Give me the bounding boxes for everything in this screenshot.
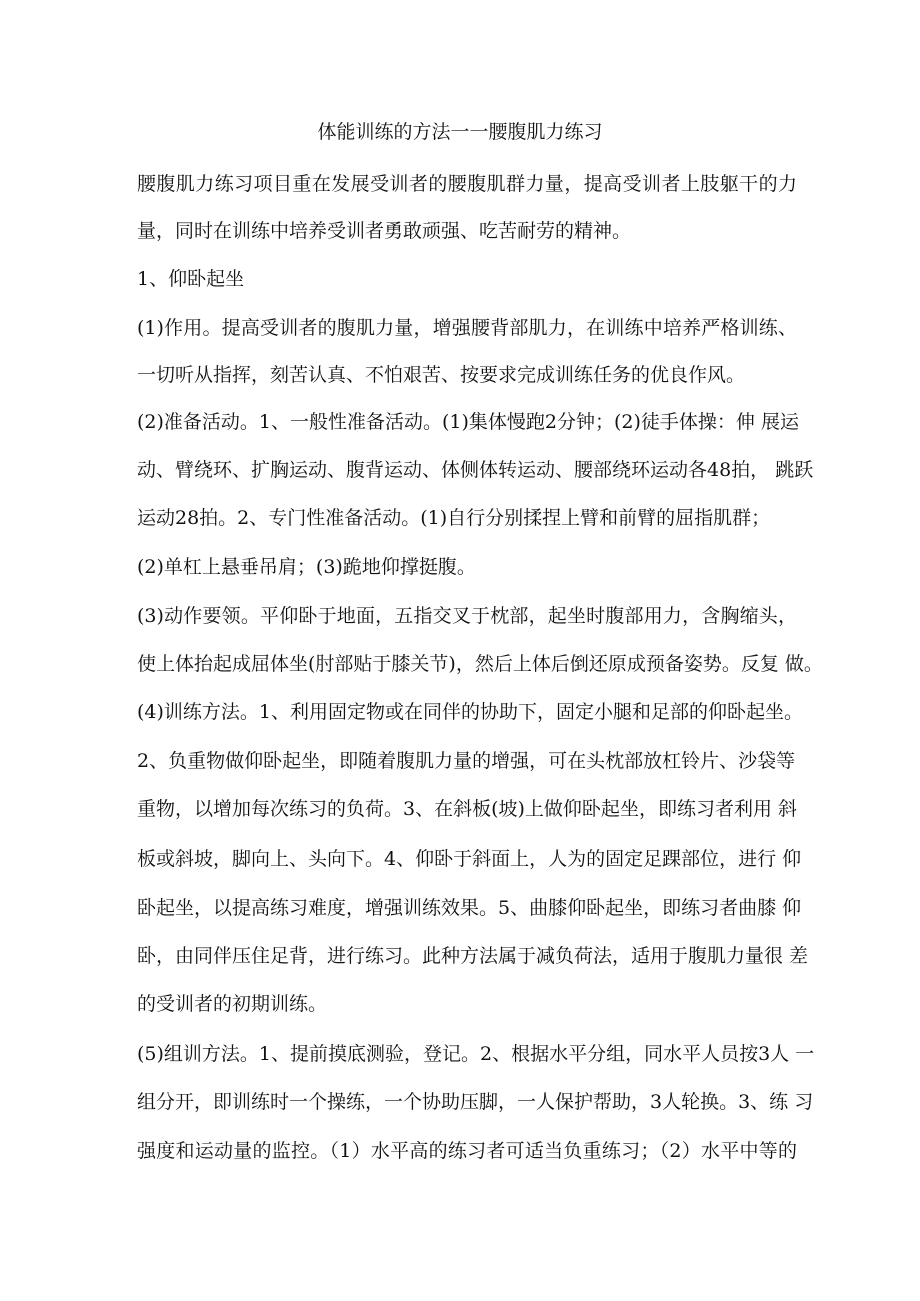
- section-heading: 1、仰卧起坐: [137, 268, 245, 290]
- body-line: (1)作用。提高受训者的腹肌力量，增强腰背部肌力，在训练中培养严格训练、: [137, 317, 797, 339]
- body-line: (5)组训方法。1、提前摸底测验，登记。2、根据水平分组，同水平人员按3人 一: [137, 1043, 815, 1065]
- body-line: 重物，以增加每次练习的负荷。3、在斜板(坡)上做仰卧起坐，即练习者利用 斜: [137, 798, 797, 820]
- body-line: 2、负重物做仰卧起坐，即随着腹肌力量的增强，可在头枕部放杠铃片、沙袋等: [137, 750, 796, 772]
- body-line: 的受训者的初期训练。: [137, 993, 328, 1015]
- body-line: 一切听从指挥，刻苦认真、不怕艰苦、按要求完成训练任务的优良作风。: [137, 364, 746, 386]
- body-line: (2)单杠上悬垂吊肩；(3)跪地仰撑挺腹。: [137, 556, 476, 578]
- document-title: 体能训练的方法一一腰腹肌力练习: [317, 121, 603, 143]
- body-line: (4)训练方法。1、利用固定物或在同伴的协助下，固定小腿和足部的仰卧起坐。: [137, 701, 804, 723]
- body-line: 卧起坐，以提高练习难度，增强训练效果。5、曲膝仰卧起坐，即练习者曲膝 仰: [137, 897, 802, 919]
- body-line: 运动28拍。2、专门性准备活动。(1)自行分别揉捏上臂和前臂的屈指肌群；: [137, 507, 771, 529]
- intro-line: 腰腹肌力练习项目重在发展受训者的腰腹肌群力量，提高受训者上肢躯干的力: [137, 173, 797, 195]
- body-line: 动、臂绕环、扩胸运动、腹背运动、体侧体转运动、腰部绕环运动各48拍， 跳跃: [137, 459, 814, 481]
- body-line: 使上体抬起成屈体坐(肘部贴于膝关节)，然后上体后倒还原成预备姿势。反复 做。: [137, 653, 823, 675]
- body-line: (3)动作要领。平仰卧于地面，五指交叉于枕部，起坐时腹部用力，含胸缩头，: [137, 605, 797, 627]
- body-line: (2)准备活动。1、一般性准备活动。(1)集体慢跑2分钟；(2)徒手体操：伸 展运: [137, 411, 799, 433]
- body-line: 强度和运动量的监控。（1）水平高的练习者可适当负重练习；（2）水平中等的: [137, 1140, 797, 1162]
- body-line: 组分开，即训练时一个操练，一个协助压脚，一人保护帮助，3人轮换。3、练 习: [137, 1091, 814, 1113]
- body-line: 板或斜坡，脚向上、头向下。4、仰卧于斜面上，人为的固定足踝部位，进行 仰: [137, 848, 802, 870]
- intro-line: 量，同时在训练中培养受训者勇敢顽强、吃苦耐劳的精神。: [137, 220, 632, 242]
- body-line: 卧，由同伴压住足背，进行练习。此种方法属于减负荷法，适用于腹肌力量很 差: [137, 945, 809, 967]
